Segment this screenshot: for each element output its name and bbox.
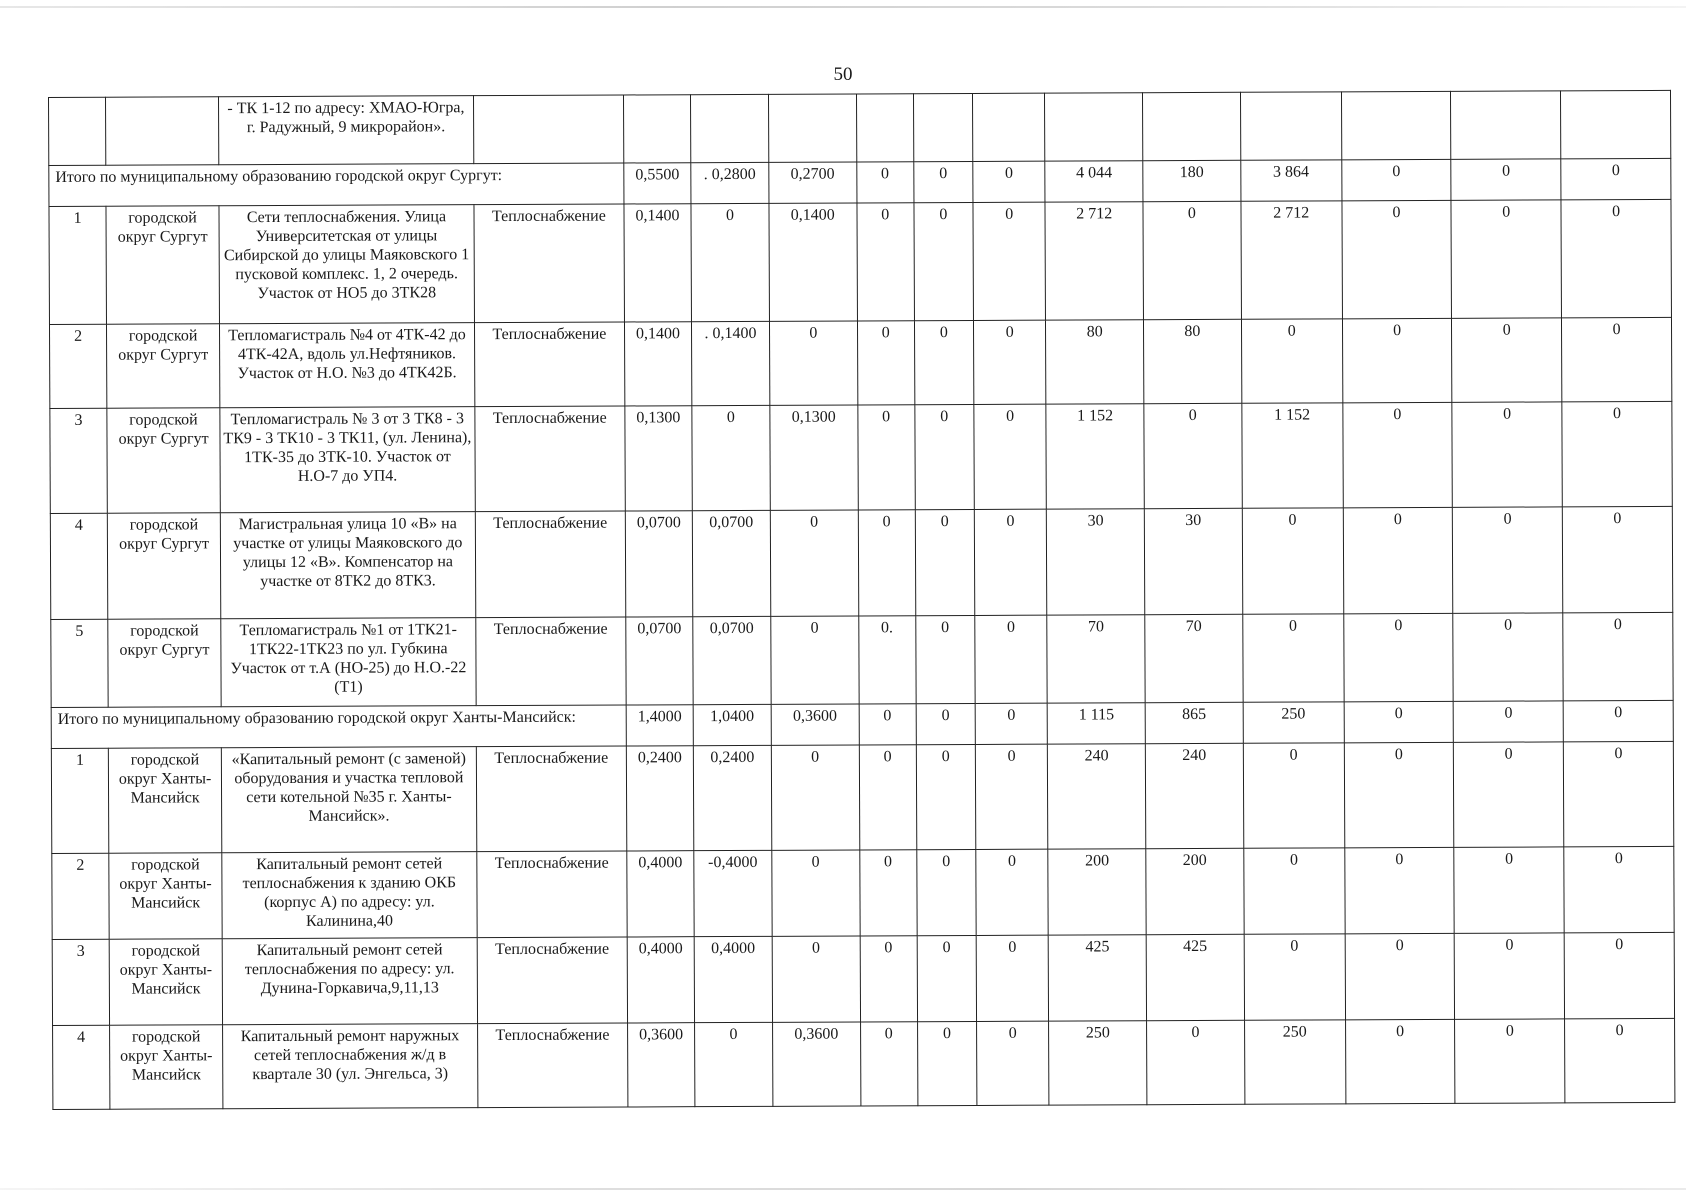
value-cell: 0 xyxy=(975,703,1048,744)
value-cell: 250 xyxy=(1049,1021,1147,1105)
value-cell: 1 152 xyxy=(1242,403,1343,509)
value-cell: 865 xyxy=(1145,702,1243,743)
object-name-cell: Капитальный ремонт сетей теплоснабжения по адресу: ул. Дунина-Горкавича,9,11,13 xyxy=(222,938,477,1025)
value-cell: 80 xyxy=(1144,319,1242,403)
value-cell: 0 xyxy=(977,1021,1050,1105)
value-cell: 0 xyxy=(1341,159,1451,200)
value-cell: 240 xyxy=(1145,743,1243,849)
value-cell: 0,0700 xyxy=(625,511,692,617)
value-cell: 0,3600 xyxy=(628,1023,695,1107)
scan-edge-top xyxy=(0,6,1686,8)
value-cell: 0 xyxy=(1342,318,1452,402)
table-row xyxy=(50,507,1672,619)
value-cell: 0 xyxy=(917,935,977,1021)
value-cell: 0,1400 xyxy=(624,203,691,322)
work-type-cell: Теплоснабжение xyxy=(475,617,626,706)
value-cell: 0 xyxy=(1344,742,1454,848)
value-cell: 0 xyxy=(695,1022,773,1106)
value-cell: 0,4000 xyxy=(627,851,694,937)
value-cell: 425 xyxy=(1146,934,1244,1020)
value-cell: 0 xyxy=(1455,933,1565,1020)
work-type-cell: Теплоснабжение xyxy=(474,204,625,323)
value-cell: 0,0700 xyxy=(693,616,771,705)
total-label-cell: Итого по муниципальному образованию городской округ Сургут: xyxy=(49,163,624,206)
value-cell: 2 712 xyxy=(1045,201,1143,320)
value-cell: 0 xyxy=(1453,612,1563,701)
value-cell: -0,4000 xyxy=(694,850,772,936)
value-cell: 0 xyxy=(974,509,1047,615)
work-type-cell: Теплоснабжение xyxy=(475,511,626,617)
district-cell: городской округ Сургут xyxy=(106,205,220,324)
value-cell: 0,2700 xyxy=(769,162,857,203)
value-cell: 0 xyxy=(1243,848,1344,934)
row-number-cell: 5 xyxy=(51,619,108,707)
value-cell: 0 xyxy=(914,320,974,404)
scan-edge-bottom xyxy=(0,1188,1686,1190)
value-cell: 0 xyxy=(691,203,769,322)
value-cell: 30 xyxy=(1144,508,1242,614)
value-cell: 1,4000 xyxy=(626,704,693,745)
value-cell: 0 xyxy=(914,161,973,202)
value-cell: 0 xyxy=(1344,701,1454,742)
value-cell: 0 xyxy=(770,510,858,616)
object-name-cell: Капитальный ремонт наружных сетей теплоснабжения ж/д в квартале 30 (ул. Энгельса, 3) xyxy=(223,1024,478,1109)
value-cell: 250 xyxy=(1243,702,1344,743)
row-number-cell: 1 xyxy=(51,748,109,854)
row-number-cell: 4 xyxy=(50,513,108,619)
value-cell: 180 xyxy=(1143,160,1241,201)
table-row xyxy=(53,1018,1675,1109)
value-cell: 0 xyxy=(860,936,917,1022)
object-name-cell: Сети теплоснабжения. Улица Университетская от улицы Сибирской до улицы Маяковского 1 пусковой комплекс. 1, 2 очередь. Участок от НО5 до 3ТК28 xyxy=(219,204,474,323)
value-cell: 0,3600 xyxy=(771,704,859,745)
value-cell: 0 xyxy=(1562,317,1672,401)
value-cell: 4 044 xyxy=(1045,160,1143,201)
work-type-cell: Теплоснабжение xyxy=(475,406,626,512)
value-cell: 0 xyxy=(772,936,860,1022)
value-cell: 0 xyxy=(1564,932,1674,1019)
value-cell: 0 xyxy=(771,745,859,851)
value-cell: 0 xyxy=(973,320,1046,404)
value-cell: 0 xyxy=(1242,508,1343,614)
value-cell: 0 xyxy=(1562,401,1672,507)
value-cell: 0 xyxy=(916,703,975,744)
value-cell: 0 xyxy=(859,850,916,936)
value-cell: 0 xyxy=(771,616,859,705)
table-row-continuation xyxy=(49,90,1671,165)
value-cell: 0,0700 xyxy=(626,616,693,704)
value-cell: 0,5500 xyxy=(624,162,691,203)
data-table xyxy=(48,90,1675,1110)
object-name-cell: Тепломагистраль № 3 от 3 ТК8 - 3 ТК9 - 3 ТК10 - 3 ТК11, (ул. Ленина), 1ТК-35 до 3ТК-10. Участок от Н.О-7 до УП4. xyxy=(220,406,475,513)
value-cell: 0 xyxy=(973,202,1046,321)
value-cell: 0 xyxy=(974,404,1047,510)
district-cell: городской округ Ханты-Мансийск xyxy=(109,853,222,940)
value-cell: 0 xyxy=(1563,700,1673,741)
value-cell: 0 xyxy=(1452,402,1562,508)
value-cell: 0 xyxy=(772,850,860,936)
value-cell: 200 xyxy=(1146,848,1244,934)
value-cell: 0 xyxy=(1454,741,1564,847)
table-row xyxy=(49,199,1672,324)
object-name-cell: «Капитальный ремонт (с заменой) оборудования и участка тепловой сети котельной №35 г. Ханты-Мансийск». xyxy=(221,746,476,853)
table-row xyxy=(49,317,1671,408)
value-cell: 0 xyxy=(917,849,977,935)
district-cell: городской округ Ханты-Мансийск xyxy=(110,1025,223,1109)
value-cell: 70 xyxy=(1047,614,1145,703)
value-cell: 0 xyxy=(1451,200,1561,319)
value-cell: 0 xyxy=(1345,933,1455,1020)
value-cell: 200 xyxy=(1048,849,1146,935)
value-cell: 0 xyxy=(859,703,916,744)
district-cell: городской округ Сургут xyxy=(107,513,220,619)
table-row xyxy=(51,741,1673,853)
value-cell: 0 xyxy=(1345,1019,1455,1103)
value-cell: 0 xyxy=(915,615,975,703)
value-cell: 0 xyxy=(1344,847,1454,934)
value-cell: 0 xyxy=(1451,159,1561,200)
value-cell: 1 115 xyxy=(1048,702,1146,743)
row-number-cell: 1 xyxy=(49,206,107,325)
district-cell: городской округ Сургут xyxy=(107,324,220,408)
table-row-total xyxy=(51,700,1673,748)
object-name-cell: Магистральная улица 10 «В» на участке от улицы Маяковского до улицы 12 «В». Компенсатор на участке от 8ТК2 до 8ТК3. xyxy=(220,512,475,619)
value-cell: 250 xyxy=(1244,1020,1345,1104)
value-cell: 0 xyxy=(857,321,914,405)
table-row xyxy=(52,846,1674,939)
value-cell: 0 xyxy=(916,744,976,850)
row-number-cell: 2 xyxy=(52,853,109,939)
value-cell: 0,1400 xyxy=(769,203,857,322)
work-type-cell: Теплоснабжение xyxy=(477,937,628,1024)
work-type-cell: Теплоснабжение xyxy=(474,322,625,407)
value-cell: 0 xyxy=(1342,200,1452,319)
value-cell: 80 xyxy=(1046,320,1144,404)
value-cell: 0 xyxy=(1561,199,1671,318)
value-cell: 240 xyxy=(1048,743,1146,849)
value-cell: 0 xyxy=(1242,613,1343,702)
value-cell: 0 xyxy=(692,405,770,511)
value-cell: 3 864 xyxy=(1240,160,1341,201)
value-cell: 0 xyxy=(1564,846,1674,933)
value-cell: 0 xyxy=(917,1022,977,1106)
row-number-cell: 3 xyxy=(52,939,109,1025)
work-type-cell: Теплоснабжение xyxy=(476,851,627,938)
value-cell: 0 xyxy=(1562,507,1672,613)
district-cell: городской округ Сургут xyxy=(108,618,221,707)
value-cell: 0 xyxy=(1561,158,1671,199)
value-cell: . 0,1400 xyxy=(691,321,769,405)
value-cell: 0 xyxy=(976,849,1049,935)
value-cell: . 0,2800 xyxy=(691,162,769,203)
value-cell: 0,2400 xyxy=(693,745,771,851)
value-cell: 0 xyxy=(1243,742,1344,848)
value-cell: 0 xyxy=(914,202,974,321)
value-cell: 0 xyxy=(1143,201,1241,320)
value-cell: 0. xyxy=(858,615,915,703)
value-cell: 0 xyxy=(975,615,1048,703)
value-cell: 0 xyxy=(1144,403,1242,509)
object-name-cell: Капитальный ремонт сетей теплоснабжения к зданию ОКБ (корпус А) по адресу: ул. Калинина,40 xyxy=(222,852,477,939)
value-cell: 70 xyxy=(1145,614,1243,703)
value-cell: 0 xyxy=(858,405,916,511)
value-cell: 0 xyxy=(1565,1018,1675,1102)
value-cell: 0 xyxy=(915,404,975,510)
work-type-cell: Теплоснабжение xyxy=(476,746,627,852)
row-number-cell: 2 xyxy=(49,324,106,408)
table-row xyxy=(51,612,1673,707)
value-cell: 0,2400 xyxy=(626,745,693,851)
value-cell: 30 xyxy=(1047,509,1145,615)
value-cell: 0 xyxy=(976,935,1049,1021)
value-cell: 0 xyxy=(1343,613,1453,702)
total-label-cell: Итого по муниципальному образованию городской округ Ханты-Мансийск: xyxy=(51,705,626,748)
row-number-cell: 4 xyxy=(53,1025,110,1109)
row-number-cell: 3 xyxy=(50,408,108,514)
value-cell: 0 xyxy=(769,321,857,405)
value-cell: 0,0700 xyxy=(692,511,770,617)
value-cell: 0,4000 xyxy=(694,936,772,1022)
value-cell: 0 xyxy=(858,510,916,616)
table-row xyxy=(50,401,1672,513)
value-cell: 0 xyxy=(1563,741,1673,847)
value-cell: 0 xyxy=(1343,508,1453,614)
district-cell: городской округ Ханты-Мансийск xyxy=(108,747,221,853)
value-cell: 0 xyxy=(973,161,1046,202)
value-cell: 0 xyxy=(856,161,913,202)
object-name-cell: - ТК 1-12 по адресу: ХМАО-Югра, г. Радужный, 9 микрорайон». xyxy=(219,96,474,165)
value-cell: 0 xyxy=(857,202,915,321)
value-cell: 0 xyxy=(859,744,917,850)
value-cell: 0,1300 xyxy=(770,405,858,511)
value-cell: 0 xyxy=(1563,612,1673,701)
value-cell: 0 xyxy=(860,1022,917,1106)
object-name-cell: Тепломагистраль №4 от 4ТК-42 до 4ТК-42А, вдоль ул.Нефтяников. Участок от Н.О. №3 до 4ТК42Б. xyxy=(220,323,475,408)
value-cell: 1 152 xyxy=(1046,404,1144,510)
work-type-cell: Теплоснабжение xyxy=(477,1023,628,1108)
value-cell: 0,4000 xyxy=(627,937,694,1023)
value-cell: 0,1300 xyxy=(625,405,692,511)
value-cell: 0 xyxy=(1343,402,1453,508)
value-cell: 0,3600 xyxy=(772,1022,860,1106)
object-name-cell: Тепломагистраль №1 от 1ТК21-1ТК22-1ТК23 по ул. Губкина Участок от т.А (НО-25) до Н.О.-22 (Т1) xyxy=(221,617,476,706)
district-cell: городской округ Ханты-Мансийск xyxy=(109,939,222,1026)
value-cell: 0 xyxy=(1241,319,1342,403)
district-cell: городской округ Сургут xyxy=(107,408,220,514)
value-cell: 0,1400 xyxy=(625,322,692,406)
page-number: 50 xyxy=(833,64,853,85)
value-cell: 1,0400 xyxy=(693,704,771,745)
table-row-total xyxy=(49,158,1671,206)
value-cell: 0 xyxy=(915,510,975,616)
value-cell: 425 xyxy=(1049,935,1147,1021)
value-cell: 0 xyxy=(1455,1019,1565,1103)
value-cell: 0 xyxy=(1453,507,1563,613)
value-cell: 0 xyxy=(975,744,1048,850)
value-cell: 0 xyxy=(1452,318,1562,402)
table-row xyxy=(52,932,1674,1025)
value-cell: 0 xyxy=(1454,701,1564,742)
value-cell: 0 xyxy=(1244,934,1345,1020)
value-cell: 0 xyxy=(1454,847,1564,934)
value-cell: 2 712 xyxy=(1241,200,1342,319)
value-cell: 0 xyxy=(1147,1020,1245,1104)
